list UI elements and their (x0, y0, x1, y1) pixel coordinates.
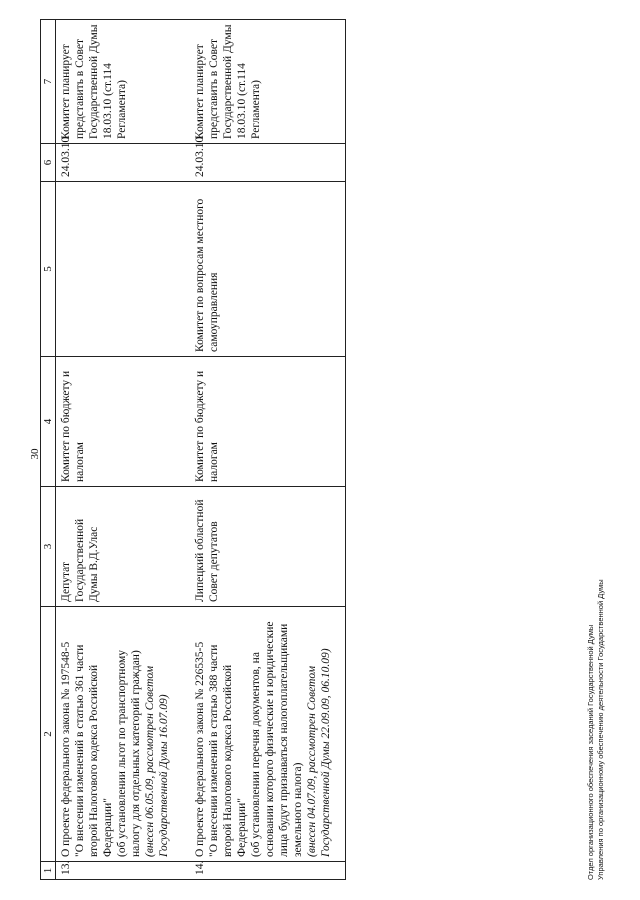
footer (586, 520, 606, 880)
initiator: Липецкий областной Совет депутатов (185, 487, 346, 607)
bill-title-line: "О внесении изменений в статью 361 части (74, 644, 86, 857)
date: 24.03.10 (56, 144, 186, 182)
bill-title-line: О проекте федерального закона № 226535-5 (194, 641, 206, 857)
bill-note-line: Государственной Думы 22.09.09, 06.10.09) (320, 648, 332, 857)
bill-title-line: второй Налогового кодекса Российской (222, 664, 234, 857)
committee: Комитет по бюджету и налогам (185, 357, 346, 487)
page-number: 30 (29, 448, 41, 460)
bill-title-line: "О внесении изменений в статью 388 части (208, 644, 220, 857)
bill-title-line: земельного налога) (292, 762, 304, 857)
header-cell: 3 (41, 487, 56, 607)
initiator: Депутат Государственной Думы В.Д.Улас (56, 487, 186, 607)
header-cell: 2 (41, 607, 56, 862)
bill-title-line: О проекте федерального закона № 197548-5 (60, 641, 72, 857)
row-number: 13. (56, 862, 186, 880)
bill-note-line: Государственной Думы 16.07.09) (158, 694, 170, 857)
header-cell: 5 (41, 182, 56, 357)
bill-note-line: (внесен 06.05.09, рассмотрен Советом (144, 665, 156, 857)
table-row (56, 20, 186, 880)
footer-line: Отдел организационного обеспечения заседаний Государственной Думы (586, 624, 595, 880)
bill-title-line: второй Налогового кодекса Российской (88, 664, 100, 857)
footer-line: Управления по организационному обеспечению деятельности Государственной Думы (596, 579, 605, 880)
co-committee: Комитет по вопросам местного самоуправления (185, 182, 346, 357)
bill-title (56, 607, 186, 862)
header-cell: 6 (41, 144, 56, 182)
date: 24.03.10 (185, 144, 346, 182)
committee: Комитет по бюджету и налогам (56, 357, 186, 487)
bill-title-line: основании которого физические и юридические (264, 621, 276, 857)
table-row (185, 20, 346, 880)
bill-title-line: лица будут признаваться налогоплательщиками (278, 623, 290, 857)
header-row (41, 20, 56, 880)
bill-note-line: (внесен 04.07.09, рассмотрен Советом (306, 665, 318, 857)
remark: Комитет планирует представить в Совет Государственной Думы 18.03.10 (ст.114 Регламента) (56, 20, 186, 144)
bill-title-line: Федерации" (102, 797, 114, 857)
bill-title-line: (об установлении льгот по транспортному (116, 649, 128, 857)
bill-title (185, 607, 346, 862)
bill-title-line: Федерации" (236, 797, 248, 857)
bill-title-line: налогу для отдельных категорий граждан) (130, 650, 142, 857)
bill-table (40, 19, 346, 880)
bill-table-rotated (40, 20, 600, 880)
row-number: 14. (185, 862, 346, 880)
co-committee (56, 182, 186, 357)
bill-title-line: (об установлении перечня документов, на (250, 652, 262, 857)
header-cell: 1 (41, 862, 56, 880)
header-cell: 4 (41, 357, 56, 487)
remark: Комитет планирует представить в Совет Государственной Думы 18.03.10 (ст.114 Регламента) (185, 20, 346, 144)
header-cell: 7 (41, 20, 56, 144)
